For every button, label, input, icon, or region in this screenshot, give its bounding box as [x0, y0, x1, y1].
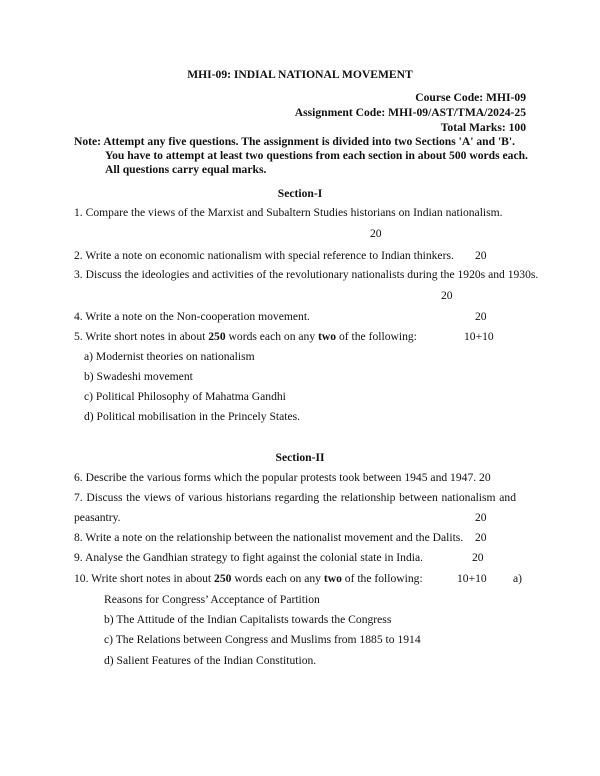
question-10 — [74, 572, 423, 586]
question-5-option-a: a) Modernist theories on nationalism — [84, 350, 255, 363]
assignment-code: Assignment Code: MHI-09/AST/TMA/2024-25 — [294, 106, 526, 119]
question-10-option-c: c) The Relations between Congress and Muslims from 1885 to 1914 — [104, 633, 421, 646]
question-5-count: two — [318, 330, 337, 343]
document-title: MHI-09: INDIAL NATIONAL MOVEMENT — [187, 68, 413, 81]
section-2-heading: Section-II — [275, 451, 325, 464]
question-10-option-d: d) Salient Features of the Indian Constitution. — [104, 654, 317, 667]
question-10-word-count: 250 — [214, 572, 232, 585]
question-10-marks: 10+10 — [457, 572, 487, 585]
question-4: 4. Write a note on the Non-cooperation movement. — [74, 310, 310, 323]
question-7-line-1: 7. Discuss the views of various historians regarding the relationship between nationalism and — [74, 491, 516, 504]
question-5 — [74, 330, 417, 344]
question-10-option-b: b) The Attitude of the Indian Capitalists towards the Congress — [104, 613, 392, 626]
question-2-marks: 20 — [475, 249, 487, 262]
course-code: Course Code: MHI-09 — [415, 91, 526, 104]
note-line-1: Note: Attempt any five questions. The assignment is divided into two Sections 'A' and 'B'. — [74, 135, 516, 148]
question-1: 1. Compare the views of the Marxist and Subaltern Studies historians on Indian nationalism. — [74, 206, 503, 219]
question-3-marks: 20 — [441, 289, 453, 302]
question-5-word-count: 250 — [208, 330, 226, 343]
question-5-option-b: b) Swadeshi movement — [84, 370, 193, 383]
note-line-3: All questions carry equal marks. — [105, 163, 267, 176]
question-7-marks: 20 — [475, 511, 487, 524]
question-9: 9. Analyse the Gandhian strategy to fight against the colonial state in India. — [74, 551, 424, 564]
question-5-option-c: c) Political Philosophy of Mahatma Gandhi — [84, 390, 286, 403]
question-10-text-a: 10. Write short notes in about — [74, 572, 215, 585]
note-line-2: You have to attempt at least two questions from each section in about 500 words each. — [105, 149, 528, 162]
question-5-text-a: 5. Write short notes in about — [74, 330, 209, 343]
question-5-option-d: d) Political mobilisation in the Princely States. — [84, 410, 301, 423]
question-10-option-a: Reasons for Congress’ Acceptance of Partition — [104, 593, 320, 606]
question-9-marks: 20 — [472, 551, 484, 564]
question-2: 2. Write a note on economic nationalism with special reference to Indian thinkers. — [74, 249, 454, 262]
question-7-line-2: peasantry. — [74, 511, 121, 524]
total-marks: Total Marks: 100 — [440, 121, 526, 134]
section-1-heading: Section-I — [277, 187, 323, 200]
question-8: 8. Write a note on the relationship between the nationalist movement and the Dalits. — [74, 531, 464, 544]
question-3: 3. Discuss the ideologies and activities of the revolutionary nationalists during the 1920s and 1930s. — [74, 268, 539, 281]
question-10-option-a-label: a) — [513, 572, 523, 585]
question-5-text-c: of the following: — [336, 330, 417, 343]
question-1-marks: 20 — [370, 227, 382, 240]
question-8-marks: 20 — [475, 531, 487, 544]
question-10-text-b: words each on any — [231, 572, 324, 585]
question-6: 6. Describe the various forms which the popular protests took between 1945 and 1947. 20 — [74, 471, 491, 484]
question-5-text-b: words each on any — [225, 330, 319, 343]
question-4-marks: 20 — [475, 310, 487, 323]
question-5-marks: 10+10 — [464, 330, 494, 343]
question-10-text-c: of the following: — [341, 572, 423, 585]
question-10-count: two — [323, 572, 342, 585]
